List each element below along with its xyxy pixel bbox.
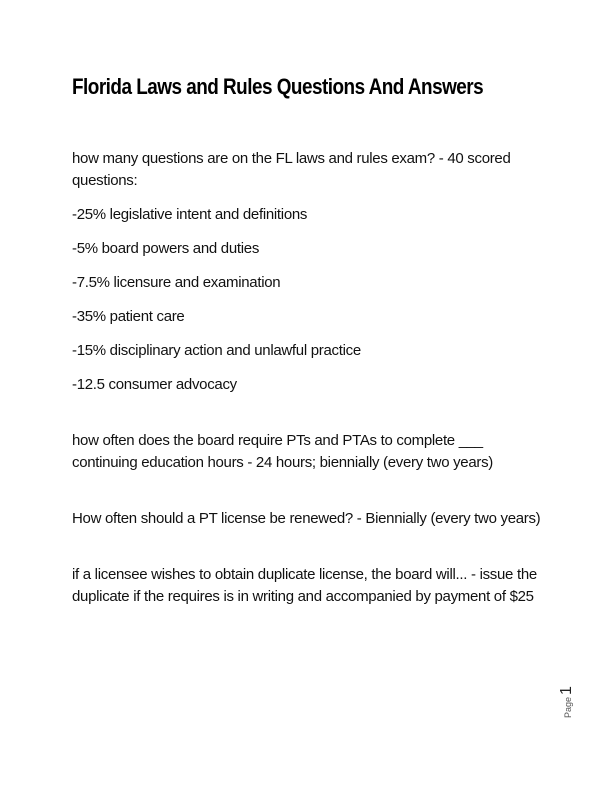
- qa-block-duplicate-license: [72, 564, 542, 608]
- qa-list-item: -25% legislative intent and definitions: [72, 206, 308, 223]
- page-number: 1: [558, 686, 575, 695]
- page-label: Page: [563, 696, 573, 718]
- qa-list-item: -15% disciplinary action and unlawful practice: [72, 342, 361, 359]
- qa-block-license-renewal: [72, 508, 542, 530]
- qa-text: if a licensee wishes to obtain duplicate license, the board will... - issue the duplicate if the requires is in writing and accompanied by payment of $25: [72, 566, 537, 605]
- qa-text: how often does the board require PTs and PTAs to complete ___ continuing education hours - 24 hours; biennially (every two years): [72, 432, 493, 471]
- document-body: [72, 148, 542, 630]
- qa-list-item: -7.5% licensure and examination: [72, 274, 281, 291]
- qa-block-continuing-education: [72, 430, 542, 474]
- qa-list-item: -5% board powers and duties: [72, 240, 260, 257]
- page-number-footer: [558, 686, 598, 718]
- qa-block-exam-questions: [72, 148, 542, 396]
- qa-list-item: -12.5 consumer advocacy: [72, 376, 237, 393]
- qa-text: how many questions are on the FL laws and rules exam? - 40 scored questions:: [72, 150, 511, 189]
- document-title: Florida Laws and Rules Questions And Answers: [72, 74, 484, 99]
- qa-list-item: -35% patient care: [72, 308, 185, 325]
- qa-text: How often should a PT license be renewed? - Biennially (every two years): [72, 510, 541, 527]
